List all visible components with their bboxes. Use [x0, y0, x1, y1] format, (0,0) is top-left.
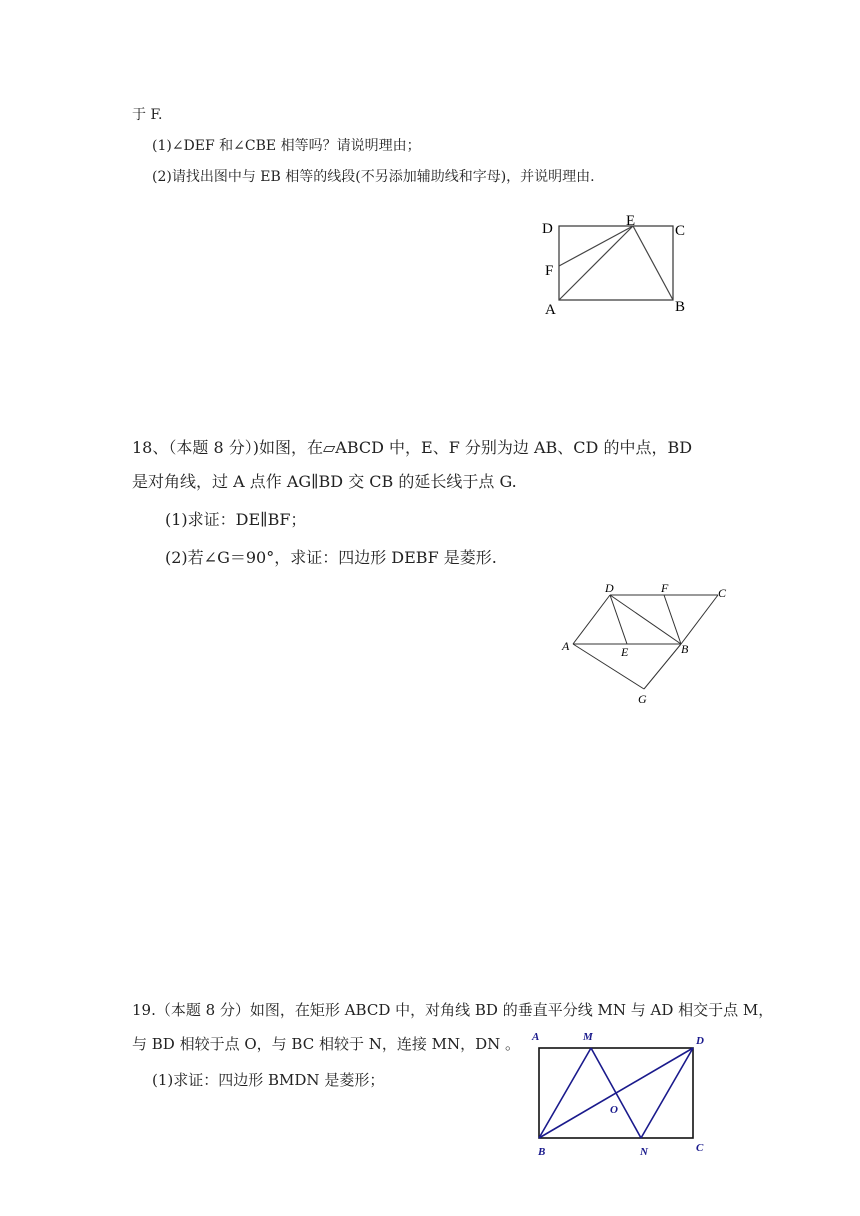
q18-part-2: (2)若∠G＝90°，求证：四边形 DEBF 是菱形. [165, 548, 497, 567]
segment-bd [610, 595, 681, 644]
label-f: F [661, 581, 669, 595]
q18-title-line: 18、（本题 8 分）)如图，在▱ABCD 中，E、F 分别为边 AB、CD 的中点，BD [132, 438, 693, 457]
q19-rectangle-figure [525, 1027, 715, 1159]
segment-mn [591, 1048, 641, 1138]
label-b: B [681, 642, 689, 656]
label-d: D [542, 221, 553, 237]
label-o: O [610, 1104, 618, 1116]
label-e: E [621, 645, 629, 659]
label-a: A [532, 1031, 540, 1043]
segment-bc [681, 595, 718, 644]
q18-parallelogram-figure [555, 578, 735, 708]
segment-nd [641, 1048, 693, 1138]
segment-bg [644, 644, 681, 689]
label-d: D [605, 581, 614, 595]
q18-text-line-2: 是对角线，过 A 点作 AG∥BD 交 CB 的延长线于点 G. [132, 472, 517, 491]
label-c: C [718, 586, 727, 600]
segment-fb [664, 595, 681, 644]
rect-abcd [559, 226, 673, 300]
label-f: F [545, 263, 554, 279]
q17-rectangle-figure [530, 205, 700, 320]
label-g: G [638, 692, 647, 706]
segment-ag [573, 644, 644, 689]
q19-text-line-2: 与 BD 相较于点 O，与 BC 相较于 N，连接 MN，DN 。 [132, 1035, 521, 1053]
label-d: D [696, 1035, 704, 1047]
segment-fe [559, 226, 633, 266]
label-n: N [640, 1146, 648, 1158]
label-b: B [675, 299, 686, 315]
segment-bm [539, 1048, 591, 1138]
segment-eb [633, 226, 673, 300]
q18-part-1: (1)求证：DE∥BF； [165, 510, 307, 529]
q17-text-line-0: 于 F. [132, 107, 163, 123]
segment-de [610, 595, 627, 644]
q19-part-1: (1)求证：四边形 BMDN 是菱形； [152, 1071, 385, 1089]
label-a: A [545, 302, 556, 318]
segment-ad [573, 595, 610, 644]
q17-part-2: (2)请找出图中与 EB 相等的线段(不另添加辅助线和字母)，并说明理由. [152, 169, 595, 185]
label-b: B [538, 1146, 546, 1158]
segment-ae [559, 226, 633, 300]
q19-title-line: 19.（本题 8 分）如图，在矩形 ABCD 中，对角线 BD 的垂直平分线 MN 与 AD 相交于点 M， [132, 1001, 774, 1019]
label-c: C [696, 1142, 704, 1154]
q17-part-1: (1)∠DEF 和∠CBE 相等吗？请说明理由； [152, 138, 421, 154]
label-e: E [626, 213, 636, 229]
label-c: C [675, 223, 686, 239]
label-a: A [562, 639, 570, 653]
label-m: M [583, 1031, 593, 1043]
